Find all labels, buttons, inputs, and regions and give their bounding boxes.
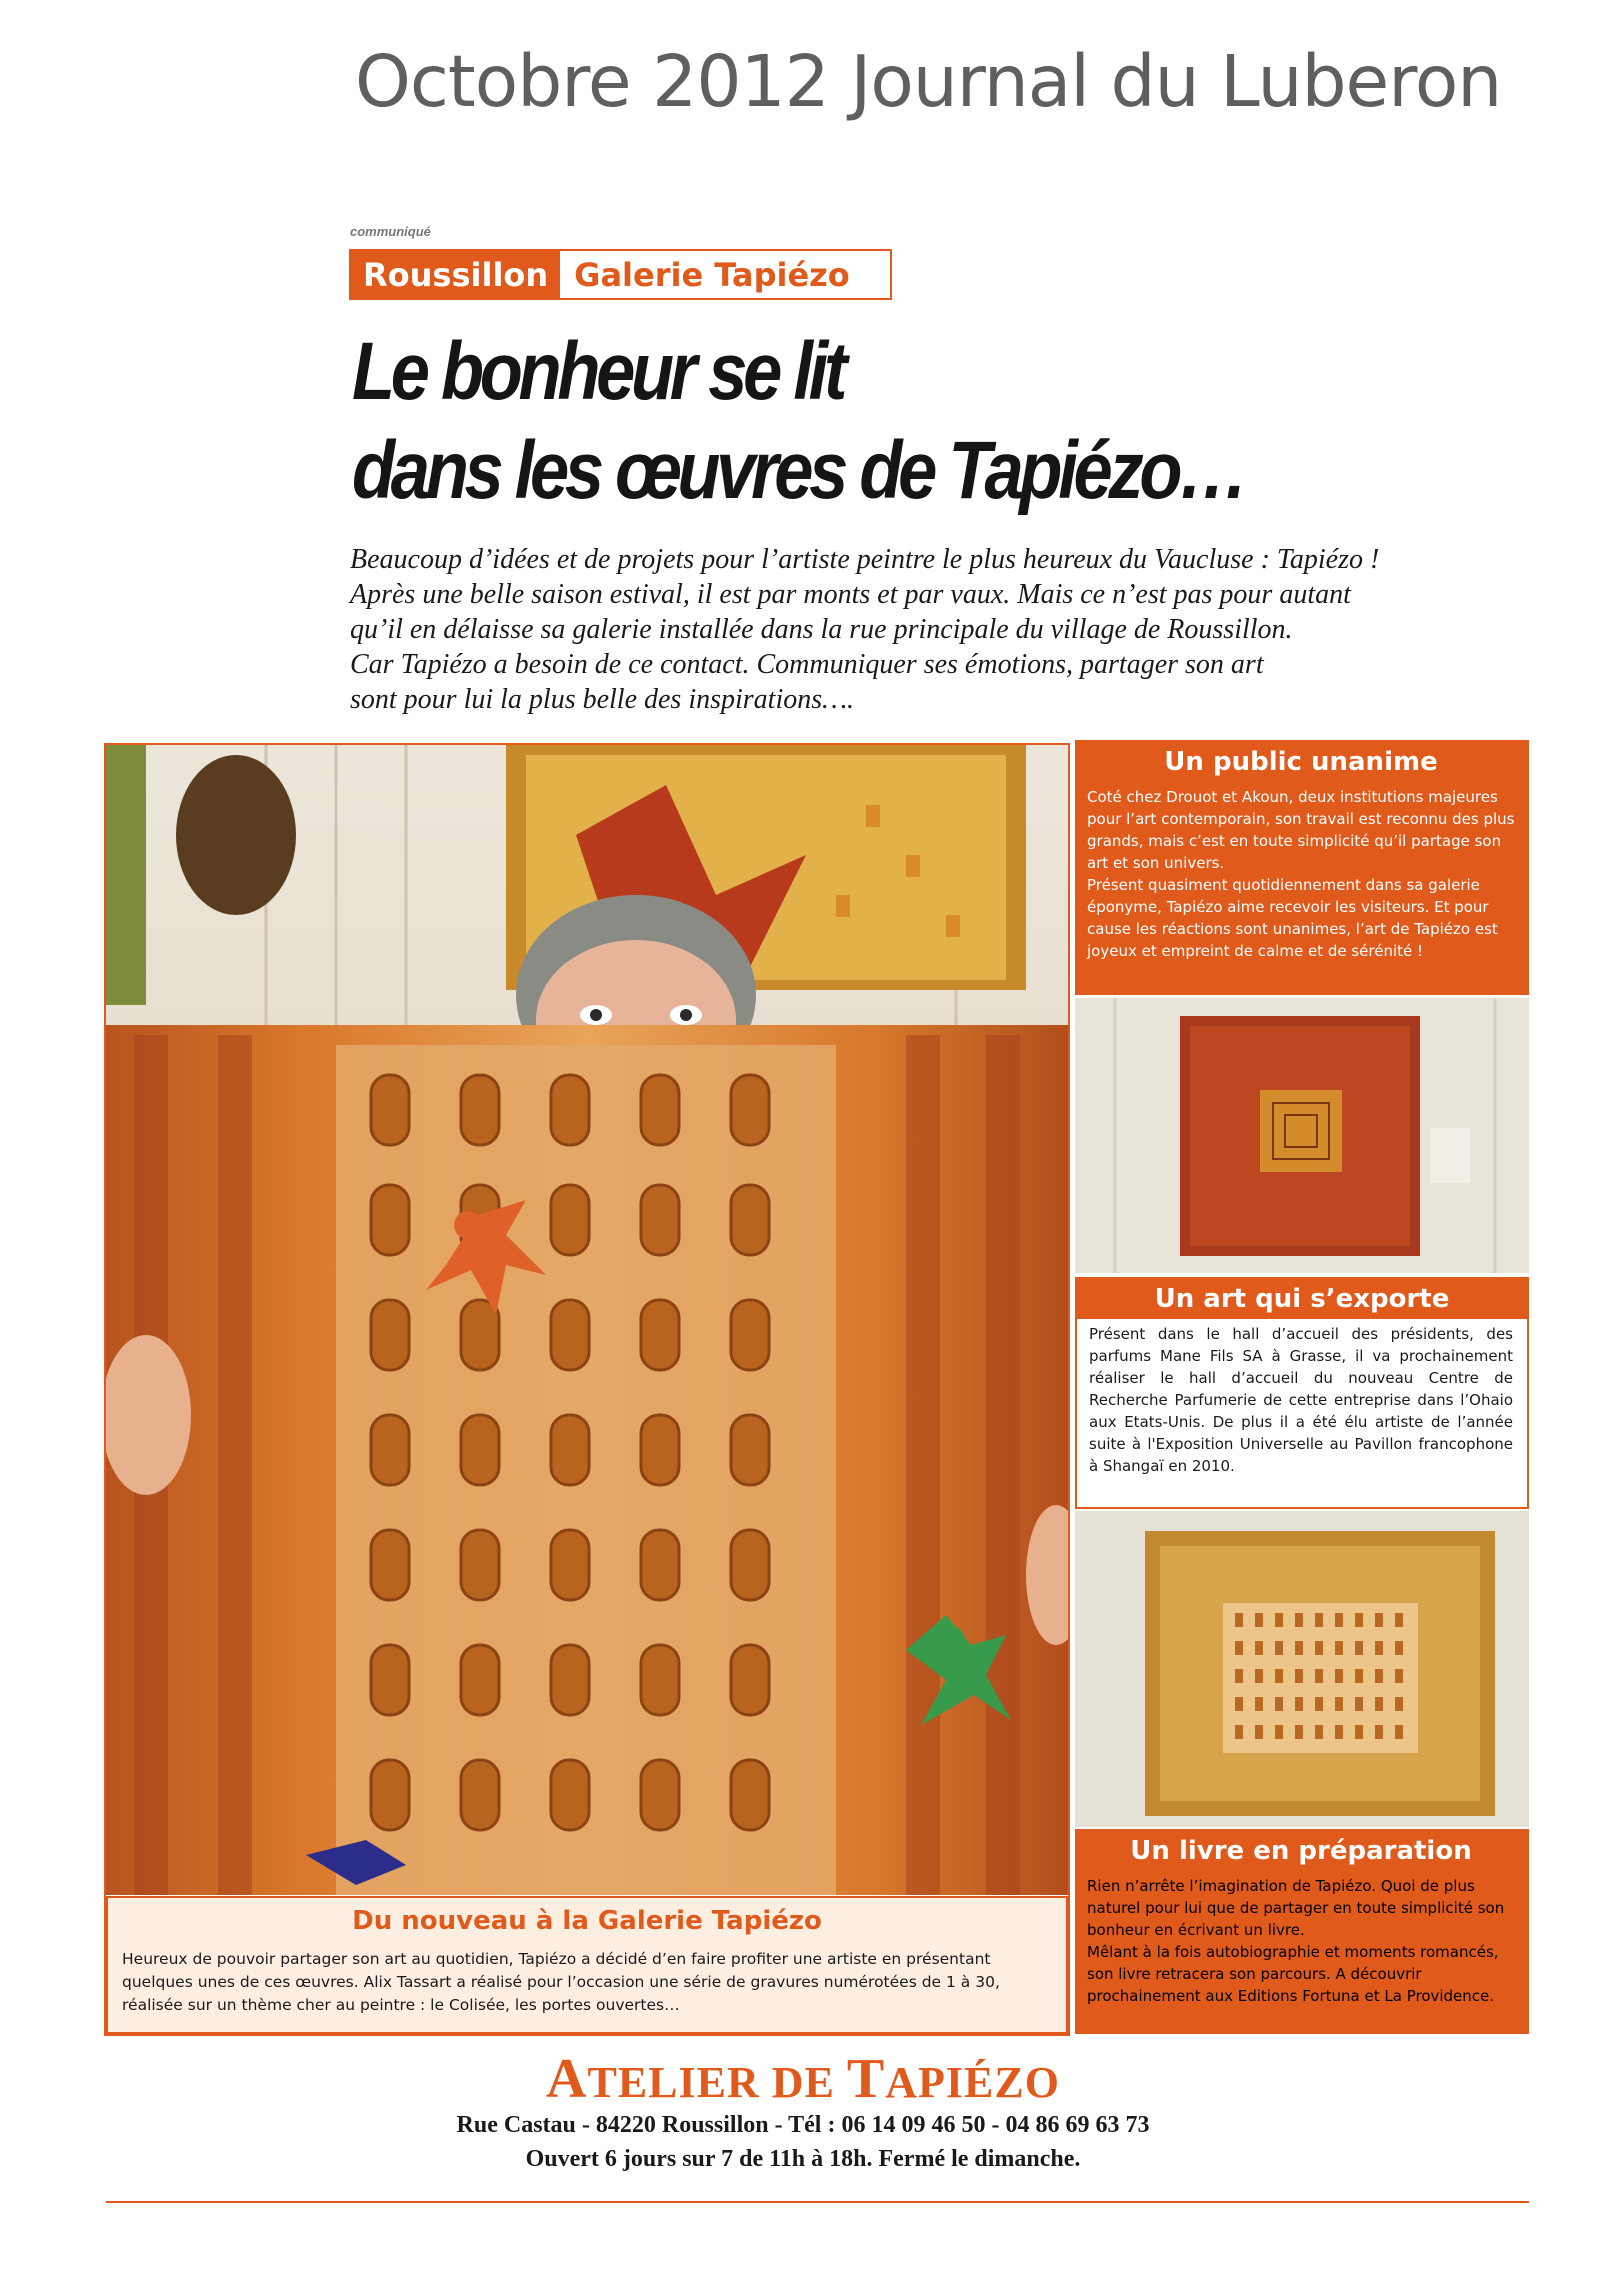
box-livre-paragraph: Rien n’arrête l’imagination de Tapiézo. Quoi de plus naturel pour lui que de partager en toute simplicité son bonheur en écrivant un livre. xyxy=(1087,1877,1505,1939)
intro-paragraph xyxy=(350,542,1550,717)
box-public-text xyxy=(1087,786,1515,962)
box-nouveau-title: Du nouveau à la Galerie Tapiézo xyxy=(352,1906,822,1936)
atelier-letters: APIÉZO xyxy=(885,2058,1060,2107)
section-tag xyxy=(349,249,892,300)
tag-gallery: Galerie Tapiézo xyxy=(574,255,850,294)
intro-line: Après une belle saison estival, il est par monts et par vaux. Mais ce n’est pas pour autant xyxy=(350,579,1351,610)
headline-line2: dans les œuvres de Tapiézo… xyxy=(352,425,1245,516)
atelier-letter: T xyxy=(846,2048,886,2110)
box-livre-paragraph: Mêlant à la fois autobiographie et moments romancés, son livre retracera son parcours. A découvrir prochainement aux Editions Fortuna et La Providence. xyxy=(1087,1943,1499,2005)
intro-line: sont pour lui la plus belle des inspirations…. xyxy=(350,684,855,715)
box-public-unanime xyxy=(1075,740,1529,995)
headline xyxy=(352,322,1390,520)
masthead-title: Octobre 2012 Journal du Luberon xyxy=(355,40,1502,123)
atelier-letter: A xyxy=(546,2048,588,2110)
box-public-title: Un public unanime xyxy=(1164,747,1438,777)
box-nouveau-text: Heureux de pouvoir partager son art au quotidien, Tapiézo a décidé d’en faire profiter une artiste en présentant quelques unes de ces œuvres. Alix Tassart a réalisé pour l’occasion une série de gravures numérotées de 1 à 30, réalisée sur un thème cher au peintre : le Colisée, les portes ouvertes… xyxy=(122,1950,1000,2014)
headline-line1: Le bonheur se lit xyxy=(352,326,844,417)
box-art-exporte xyxy=(1075,1277,1529,1509)
atelier-hours: Ouvert 6 jours sur 7 de 11h à 18h. Fermé le dimanche. xyxy=(525,2146,1081,2172)
intro-line: Car Tapiézo a besoin de ce contact. Communiquer ses émotions, partager son art xyxy=(350,649,1264,680)
box-du-nouveau xyxy=(106,1896,1068,2034)
intro-line: Beaucoup d’idées et de projets pour l’artiste peintre le plus heureux du Vaucluse : Tapiézo ! xyxy=(350,544,1380,575)
intro-line: qu’il en délaisse sa galerie installée dans la rue principale du village de Roussillon. xyxy=(350,614,1293,645)
footer-divider xyxy=(106,2201,1529,2203)
box-livre-title: Un livre en préparation xyxy=(1130,1836,1472,1866)
atelier-address: Rue Castau - 84220 Roussillon - Tél : 06 14 09 46 50 - 04 86 69 63 73 xyxy=(456,2112,1150,2138)
box-public-paragraph: Présent quasiment quotidiennement dans sa galerie éponyme, Tapiézo aime recevoir les visiteurs. Et pour cause les réactions sont unanimes, l’art de Tapiézo est joyeux et empreint de calme et de sérénité ! xyxy=(1087,876,1498,960)
box-public-paragraph: Coté chez Drouot et Akoun, deux institutions majeures pour l’art contemporain, son travail est reconnu des plus grands, mais c’est en toute simplicité qu’il partage son art et son univers. xyxy=(1087,788,1515,872)
side-photo-painting-red xyxy=(1075,998,1529,1273)
kicker-label: communiqué xyxy=(350,224,431,239)
box-livre-preparation xyxy=(1075,1829,1529,2034)
main-photo xyxy=(106,745,1068,1895)
side-photo-painting-colisee xyxy=(1075,1511,1529,1827)
box-export-title: Un art qui s’exporte xyxy=(1077,1279,1527,1319)
atelier-letters: TELIER DE xyxy=(587,2058,847,2107)
box-export-text: Présent dans le hall d’accueil des présidents, des parfums Mane Fils SA à Grasse, il va prochainement réaliser le hall d’accueil du nouveau Centre de Recherche Parfumerie de cette entreprise dans l’Ohaio aux Etats-Unis. De plus il a été élu artiste de l’année suite à l'Exposition Universelle au Pavillon francophone à Shangaï en 2010. xyxy=(1089,1325,1513,1475)
box-livre-text xyxy=(1087,1875,1515,2007)
atelier-title xyxy=(0,2048,1606,2114)
tag-place: Roussillon xyxy=(351,251,560,298)
